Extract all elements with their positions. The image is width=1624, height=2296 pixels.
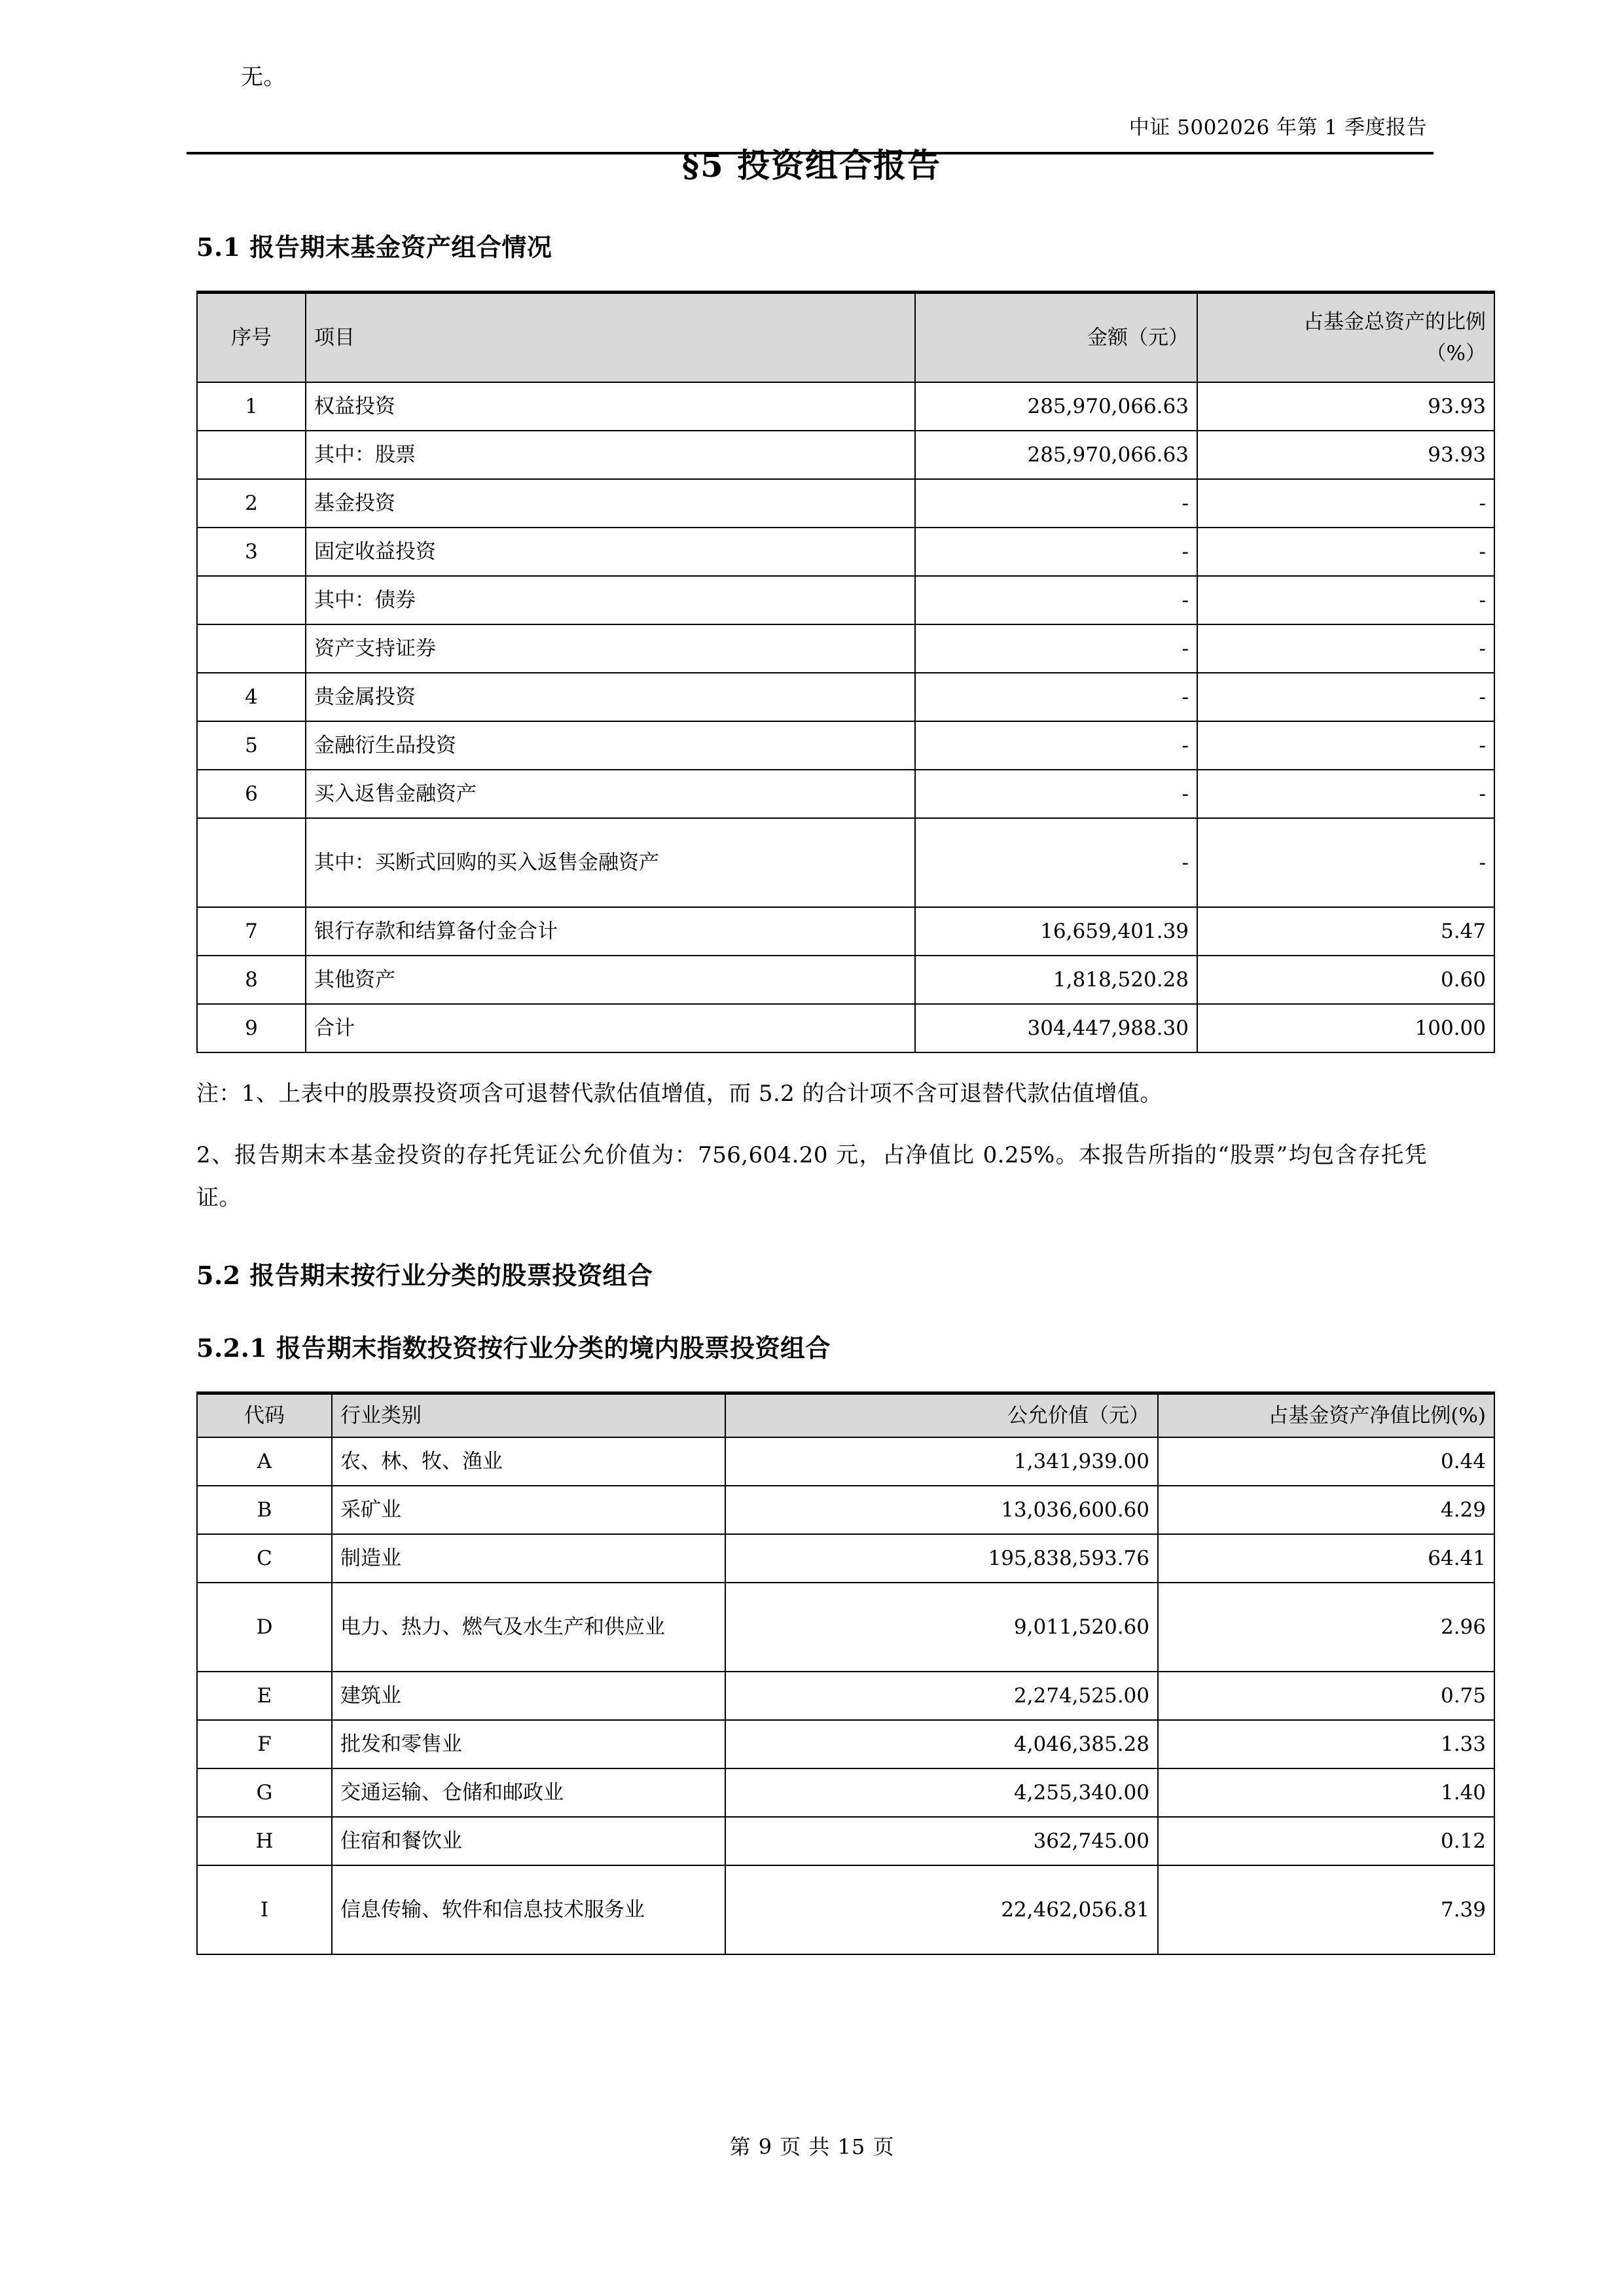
cell-amount: - [915, 479, 1197, 528]
cell-code: D [197, 1583, 332, 1672]
cell-item: 基金投资 [306, 479, 915, 528]
table-row [197, 1720, 1494, 1768]
cell-pct: 93.93 [1197, 382, 1494, 431]
cell-item: 其中：债券 [306, 576, 915, 624]
spacer-before-5-2 [196, 1219, 1427, 1255]
cell-no: 4 [197, 673, 306, 721]
section-heading-5-2: 5.2 报告期末按行业分类的股票投资组合 [196, 1261, 653, 1291]
cell-code: H [197, 1817, 332, 1865]
cell-no: 5 [197, 721, 306, 770]
cell-pct: 0.60 [1197, 956, 1494, 1004]
cell-amount: 285,970,066.63 [915, 382, 1197, 431]
table-row [197, 1672, 1494, 1720]
cell-no: 9 [197, 1004, 306, 1052]
spacer-after-table1 [196, 1053, 1427, 1073]
table-row [197, 673, 1494, 721]
cell-ratio: 4.29 [1158, 1486, 1494, 1534]
industry-composition-table-body [197, 1437, 1494, 1954]
table-row [197, 1817, 1494, 1865]
cell-no: 6 [197, 770, 306, 818]
cell-amount: - [915, 576, 1197, 624]
note-paragraph-1: 注：1、上表中的股票投资项含可退替代款估值增值，而 5.2 的合计项不含可退替代款估值增值。 [196, 1080, 1163, 1107]
cell-ratio: 0.12 [1158, 1817, 1494, 1865]
cell-industry: 采矿业 [332, 1486, 725, 1534]
section-heading-5-1: 5.1 报告期末基金资产组合情况 [196, 232, 552, 262]
cell-pct: - [1197, 576, 1494, 624]
cell-amount: - [915, 770, 1197, 818]
cell-code: B [197, 1486, 332, 1534]
table-row [197, 1004, 1494, 1052]
cell-item: 银行存款和结算备付金合计 [306, 907, 915, 956]
cell-code: G [197, 1768, 332, 1817]
cell-industry: 信息传输、软件和信息技术服务业 [332, 1865, 725, 1954]
column-header-code: 代码 [197, 1393, 332, 1438]
note-paragraph-2: 2、报告期末本基金投资的存托凭证公允价值为：756,604.20 元，占净值比 0.25%。本报告所指的“股票”均包含存托凭证。 [196, 1142, 1427, 1211]
page-title: §5 投资组合报告 [681, 145, 942, 185]
cell-item: 资产支持证券 [306, 624, 915, 673]
cell-value: 22,462,056.81 [725, 1865, 1158, 1954]
industry-composition-table-head [197, 1393, 1494, 1438]
table-row [197, 382, 1494, 431]
cell-item: 其他资产 [306, 956, 915, 1004]
none-paragraph: 无。 [241, 64, 286, 90]
table-row [197, 1583, 1494, 1672]
cell-no [197, 624, 306, 673]
cell-no: 2 [197, 479, 306, 528]
cell-pct: 100.00 [1197, 1004, 1494, 1052]
cell-industry: 制造业 [332, 1534, 725, 1583]
table-row [197, 1486, 1494, 1534]
cell-ratio: 2.96 [1158, 1583, 1494, 1672]
cell-code: A [197, 1437, 332, 1486]
cell-item: 合计 [306, 1004, 915, 1052]
table-header-row [197, 292, 1494, 382]
cell-ratio: 7.39 [1158, 1865, 1494, 1954]
column-header-value: 公允价值（元） [725, 1393, 1158, 1438]
cell-no [197, 818, 306, 907]
cell-amount: 285,970,066.63 [915, 431, 1197, 479]
cell-value: 2,274,525.00 [725, 1672, 1158, 1720]
table-row [197, 624, 1494, 673]
cell-ratio: 64.41 [1158, 1534, 1494, 1583]
section-heading-5-2-1: 5.2.1 报告期末指数投资按行业分类的境内股票投资组合 [196, 1333, 831, 1363]
cell-amount: 1,818,520.28 [915, 956, 1197, 1004]
cell-item: 金融衍生品投资 [306, 721, 915, 770]
table-row [197, 576, 1494, 624]
spacer-before-table2 [196, 1364, 1427, 1391]
cell-no: 1 [197, 382, 306, 431]
cell-amount: 304,447,988.30 [915, 1004, 1197, 1052]
column-header-no: 序号 [197, 292, 306, 382]
cell-no: 7 [197, 907, 306, 956]
cell-industry: 交通运输、仓储和邮政业 [332, 1768, 725, 1817]
cell-amount: - [915, 624, 1197, 673]
spacer-top [196, 0, 1427, 56]
column-header-ratio: 占基金资产净值比例(%) [1158, 1393, 1494, 1438]
cell-pct: - [1197, 770, 1494, 818]
table-row [197, 770, 1494, 818]
cell-amount: - [915, 721, 1197, 770]
column-header-pct-line2: （%） [1426, 341, 1486, 365]
cell-pct: - [1197, 818, 1494, 907]
cell-item: 买入返售金融资产 [306, 770, 915, 818]
spacer-after-title [196, 187, 1427, 227]
cell-code: C [197, 1534, 332, 1583]
table-row [197, 1865, 1494, 1954]
page-content [196, 0, 1486, 1955]
cell-ratio: 1.33 [1158, 1720, 1494, 1768]
cell-item: 其中：买断式回购的买入返售金融资产 [306, 818, 915, 907]
cell-amount: 16,659,401.39 [915, 907, 1197, 956]
table-row [197, 431, 1494, 479]
cell-pct: 5.47 [1197, 907, 1494, 956]
cell-no: 8 [197, 956, 306, 1004]
cell-value: 1,341,939.00 [725, 1437, 1158, 1486]
table-row [197, 907, 1494, 956]
cell-pct: - [1197, 721, 1494, 770]
table-row [197, 479, 1494, 528]
asset-composition-table [196, 291, 1495, 1053]
cell-pct: - [1197, 624, 1494, 673]
cell-industry: 电力、热力、燃气及水生产和供应业 [332, 1583, 725, 1672]
cell-no [197, 576, 306, 624]
cell-pct: - [1197, 479, 1494, 528]
cell-ratio: 0.44 [1158, 1437, 1494, 1486]
asset-composition-table-head [197, 292, 1494, 382]
cell-item: 其中：股票 [306, 431, 915, 479]
table-row [197, 956, 1494, 1004]
table-row [197, 1768, 1494, 1817]
table-row [197, 721, 1494, 770]
cell-item: 固定收益投资 [306, 528, 915, 576]
cell-code: F [197, 1720, 332, 1768]
cell-amount: - [915, 818, 1197, 907]
spacer-between-notes [196, 1115, 1427, 1134]
cell-value: 13,036,600.60 [725, 1486, 1158, 1534]
cell-value: 362,745.00 [725, 1817, 1158, 1865]
cell-no: 3 [197, 528, 306, 576]
column-header-pct-line1: 占基金总资产的比例 [1303, 310, 1486, 334]
spacer-before-title [196, 99, 1427, 139]
cell-value: 4,255,340.00 [725, 1768, 1158, 1817]
cell-pct: 93.93 [1197, 431, 1494, 479]
cell-value: 4,046,385.28 [725, 1720, 1158, 1768]
cell-ratio: 1.40 [1158, 1768, 1494, 1817]
cell-industry: 住宿和餐饮业 [332, 1817, 725, 1865]
cell-industry: 批发和零售业 [332, 1720, 725, 1768]
table-header-row [197, 1393, 1494, 1438]
column-header-amount: 金额（元） [915, 292, 1197, 382]
industry-composition-table [196, 1391, 1495, 1955]
cell-code: I [197, 1865, 332, 1954]
cell-industry: 建筑业 [332, 1672, 725, 1720]
column-header-item: 项目 [306, 292, 915, 382]
spacer-before-table1 [196, 263, 1427, 291]
cell-pct: - [1197, 673, 1494, 721]
cell-code: E [197, 1672, 332, 1720]
table-row [197, 818, 1494, 907]
cell-item: 贵金属投资 [306, 673, 915, 721]
cell-pct: - [1197, 528, 1494, 576]
cell-industry: 农、林、牧、渔业 [332, 1437, 725, 1486]
column-header-industry: 行业类别 [332, 1393, 725, 1438]
table-row [197, 1534, 1494, 1583]
cell-item: 权益投资 [306, 382, 915, 431]
running-header: 中证 5002026 年第 1 季度报告 [1128, 116, 1427, 139]
table-row [197, 528, 1494, 576]
cell-no [197, 431, 306, 479]
cell-value: 195,838,593.76 [725, 1534, 1158, 1583]
cell-ratio: 0.75 [1158, 1672, 1494, 1720]
cell-value: 9,011,520.60 [725, 1583, 1158, 1672]
page-footer: 第 9 页 共 15 页 [729, 2134, 895, 2159]
table-row [197, 1437, 1494, 1486]
cell-amount: - [915, 528, 1197, 576]
asset-composition-table-body [197, 382, 1494, 1052]
column-header-pct [1197, 292, 1494, 382]
cell-amount: - [915, 673, 1197, 721]
spacer-before-5-2-1 [196, 1291, 1427, 1328]
